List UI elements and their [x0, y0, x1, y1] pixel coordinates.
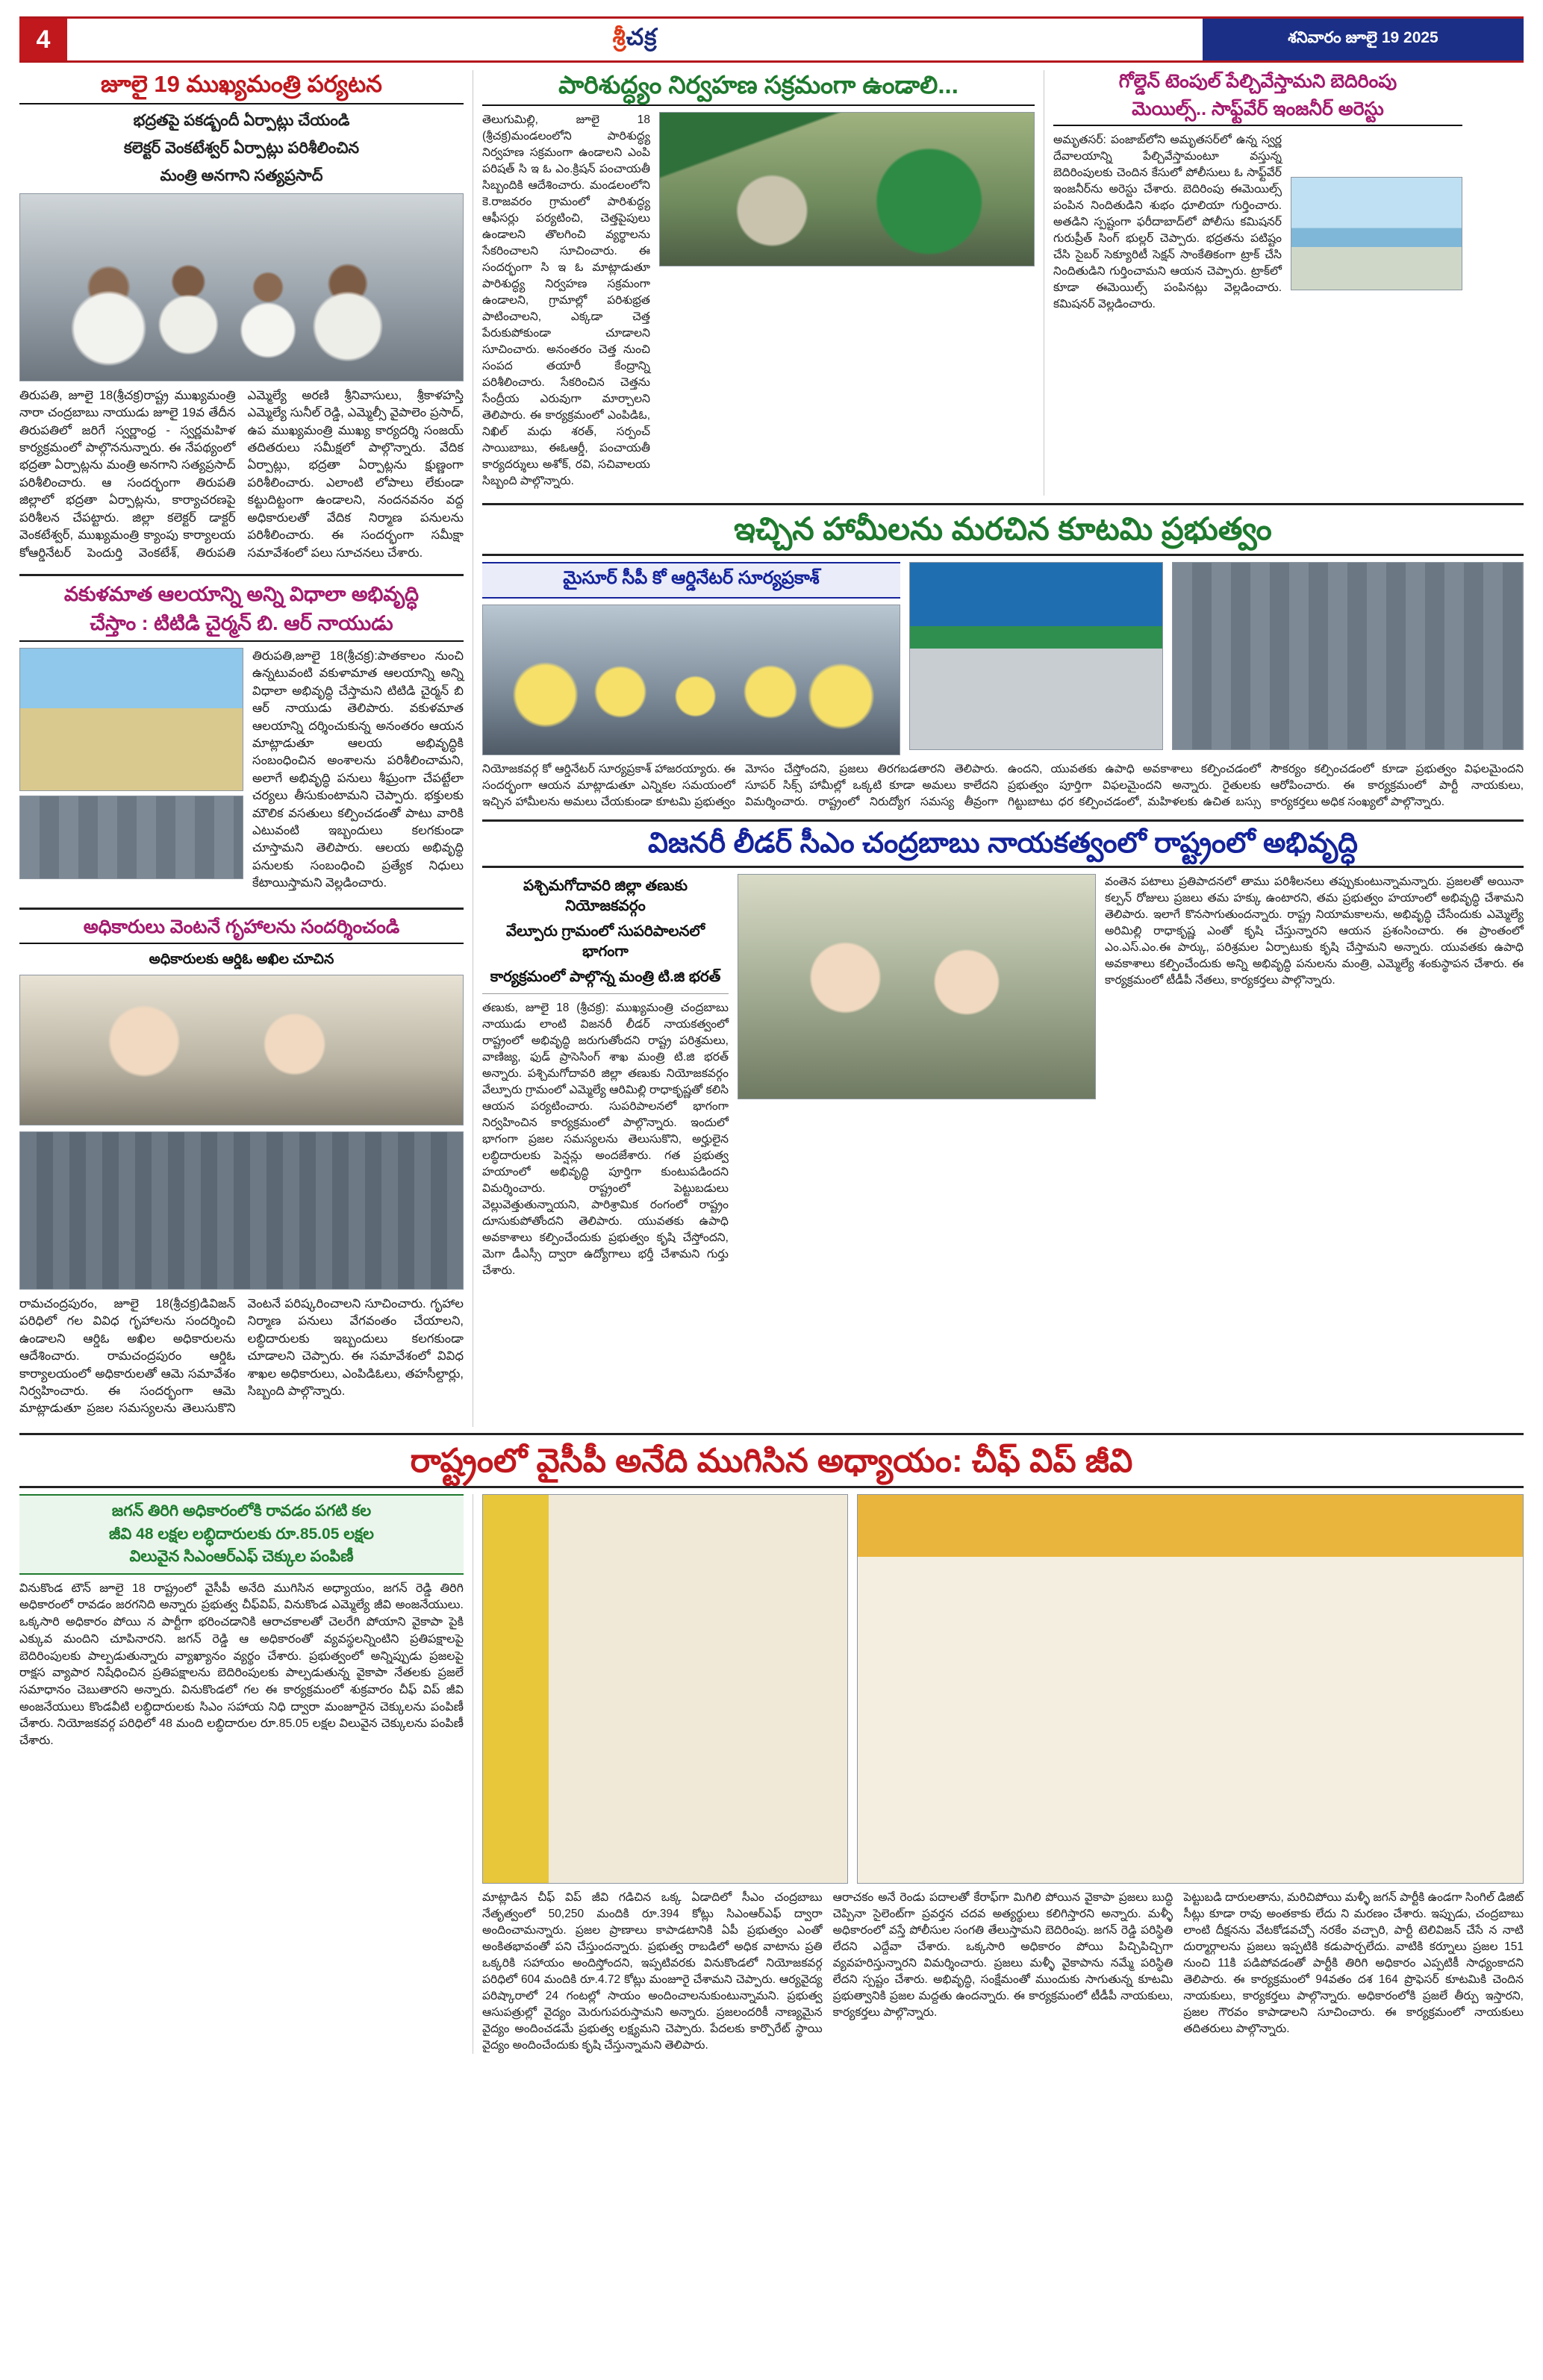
- rally-kicker: మైసూర్ సీపీ కో ఆర్డినేటర్ సూర్యప్రకాశ్: [563, 567, 820, 588]
- top-row: [482, 70, 1524, 496]
- divider: [19, 574, 464, 576]
- bottom-bodies-wrap: [482, 1890, 1524, 2054]
- rally-top-row: [482, 562, 1524, 755]
- right-area: [482, 70, 1524, 1427]
- article-rally: [482, 562, 1524, 812]
- minister-content-row: [482, 874, 1524, 1285]
- rdo-body-wrap: [19, 1296, 464, 1418]
- divider: [19, 1433, 1524, 1435]
- rally-kicker-bar: [482, 562, 900, 599]
- bottom-body-col3: ఆరాచకం అనే రెండు పదాలతో కేరాఫ్‌గా మిగిలి పోయిన వైకాపా ప్రజలు బుద్ధి చెప్పినా సైలెంట్‌గా ప్రవర్తన చదవ అత్యర్థులు కలిగిస్తారని అన్నారు. మళ్ళీ అధికారంలో వస్తే పోలీసుల సంగతి తేలుస్తామని బెదిరింపు. జగన్ రెడ్డి పరిస్థితి లేదని ఎద్దేవా చేశారు. ఒక్కసారి అధికారం పోయి పిచ్చిపిచ్చిగా వ్యవహరిస్తున్నారని విమర్శించారు. ప్రజలు మళ్ళీ వైకాపాను నమ్మే పరిస్థితి లేదని స్పష్టం చేశారు. అభివృద్ధి, సంక్షేమంతో ముందుకు సాగుతున్న కూటమి ప్రభుత్వానికి ప్రజల మద్దతు ఉందన్నారు. ఈ కార్యక్రమంలో టీడీపీ నాయకులు, కార్యకర్తలు పాల్గొన్నారు.: [832, 1891, 1173, 2020]
- divider: [482, 993, 729, 994]
- golden-temple-body: అమృతసర్: పంజాబ్‌లోని అమృతసర్‌లో ఉన్న స్వర్ణ దేవాలయాన్ని పేల్చివేస్తామంటూ వస్తున్న బెదిరింపులకు చెందిన కేసులో పోలీసులు ఓ సాఫ్ట్‌వేర్ ఇంజనీర్‌ను అరెస్టు చేశారు. బెదిరింపు ఈమెయిల్స్ పంపిన నిందితుడిని శుభం ధూలియా గుర్తించారు. అతడిని స్పష్టంగా ఫరీదాబాద్‌లో పోలీసు కమిషనర్ గురుప్రీత్ సింగ్ భుల్లర్ చెప్పారు. భద్రతను పటిష్టం చేసి సైబర్ సెక్యూరిటీ సెక్షన్ సాంకేతికంగా ట్రాక్ చేసి నిందితుడిని గుర్తించామని ఆయన చెప్పారు. ట్రాక్‌లో కూడా ఈమెయిల్స్ పంపినట్లు వెల్లడించారు. కమిషనర్ వెల్లడించారు.: [1053, 134, 1282, 310]
- top-section: [19, 70, 1524, 1427]
- bottom-left-col: [19, 1494, 464, 2054]
- ttd-content-row: [19, 648, 464, 899]
- masthead: [19, 16, 1524, 63]
- minister-kicker-3: కార్యక్రమంలో పాల్గొన్న మంత్రి టి.జి భరత్: [490, 969, 721, 986]
- golden-temple-headline-2: మెయిల్స్.. సాఫ్ట్‌వేర్ ఇంజనీర్ అరెస్టు: [1132, 98, 1384, 119]
- cm-visit-subhead-1: భద్రతపై పకడ్బందీ ఏర్పాట్లు చేయండి: [133, 111, 350, 129]
- logo-chakra-text: చక్ర: [626, 23, 658, 50]
- article-rdo-houses: [19, 916, 464, 1418]
- highlight-line-1: జగన్ తిరిగి అధికారంలోకి రావడం పగటి కల: [111, 1502, 372, 1520]
- meeting-hall-photo: [1172, 562, 1524, 750]
- protest-rally-photo: [482, 605, 900, 755]
- rdo-kicker: అధికారులకు ఆర్డిఓ అఖిల చూచిన: [149, 952, 334, 968]
- article-cm-visit: [19, 70, 464, 565]
- banner-visionary: [482, 819, 1524, 869]
- divider: [19, 640, 464, 642]
- rally-body-wrap: [482, 761, 1524, 812]
- minister-kicker-2: వేల్పూరు గ్రామంలో సుపరిపాలనలో భాగంగా: [505, 923, 705, 961]
- banner-visionary-text: విజనరీ లీడర్ సీఎం చంద్రబాబు నాయకత్వంలో రాష్ట్రంలో అభివృద్ధి: [648, 827, 1358, 859]
- newspaper-logo: [613, 24, 658, 56]
- golden-temple-headline-1: గోల్డెన్ టెంపుల్ పేల్చివేస్తామని బెదిరింపు: [1118, 71, 1397, 92]
- ttd-headline-1: వకుళమాత ఆలయాన్ని అన్ని విధాలా అభివృద్ధి: [63, 582, 420, 605]
- highlight-line-3: విలువైన సిఎంఆర్ఎఫ్ చెక్కుల పంపిణీ: [129, 1548, 354, 1566]
- divider: [19, 1486, 1524, 1488]
- highlight-line-2: జీవి 48 లక్షల లబ్ధిదారులకు రూ.85.05 లక్షల: [109, 1525, 374, 1543]
- divider: [482, 503, 1524, 505]
- banner-ysrcp-text: రాష్ట్రంలో వైసీపీ అనేది ముగిసిన అధ్యాయం: చీఫ్ విప్ జీవి: [410, 1442, 1133, 1479]
- cheque-distribution-photo: [857, 1494, 1524, 1884]
- tdp-leaders-photo: [482, 1494, 848, 1884]
- rdo-office-photo: [19, 975, 464, 1125]
- ysrcp-stage-photo: [909, 562, 1163, 750]
- article-ttd-temple: [19, 582, 464, 899]
- bottom-body-col4: పెట్టుబడి దారులతాను, మరిచిపోయి మళ్ళీ జగన్ పార్టీకి ఉండగా సింగిల్ డిజిట్ సీట్లు కూడా రావు అంతకాకు లేదు ని మరణం చేశారు. ఇప్పుడు, చంద్రబాబు లాంటి దీక్షనను వేటకోడవచ్చో నరకేం వచ్చారి, పార్టీ టెలివిజన్ చేసే న నాటి దుర్మార్గాలను ప్రజలు ఇప్పటికి కడుపార్చలేదు. వాటికి కర్నూలు ప్రజల 151 నుంచి 11కి పడిపోవడంతో పార్టీకి తిరిగి అధికారం ఎప్పటికీ సాధ్యంకాదని తెలిపారు. ఈ కార్యక్రమంలో 94వతం దశ 164 ప్రొఫెసర్ కూటమికి చెందిన నాయకులు, కార్యకర్తలు పాల్గొన్నారు. అధికారంలోకి ప్రజలే తీర్పు ఇస్తారని, ప్రజల గౌరవం కాపాడాలని సూచించారు. ఈ కార్యక్రమంలో నాయకులు తదితరులు పాల్గొన్నారు.: [1183, 1891, 1524, 2036]
- rdo-body: రామచంద్రపురం, జూలై 18(శ్రీచక్ర)డివిజన్ పరిధిలో గల వివిధ గృహాలను సందర్శించి ఉండాలని ఆర్డిఓ అఖిల అధికారులను ఆదేశించారు. రామచంద్రపురం ఆర్డిఓ కార్యాలయంలో అధికారులతో ఆమె సమావేశం నిర్వహించారు. ఈ సందర్భంగా ఆమె మాట్లాడుతూ ప్రజల సమస్యలను తెలుసుకొని వెంటనే పరిష్కరించాలని సూచించారు. గృహాల నిర్మాణ పనులు వేగవంతం చేయాలని, లబ్ధిదారులకు ఇబ్బందులు కలగకుండా చూడాలని చెప్పారు. ఈ సమావేశంలో వివిధ శాఖల అధికారులు, ఎంపిడిఓలు, తహసీల్దార్లు, సిబ్బంది పాల్గొన్నారు.: [19, 1296, 464, 1416]
- divider: [1053, 125, 1462, 126]
- page-number: 4: [19, 19, 67, 60]
- cm-visit-body-wrap: [19, 387, 464, 565]
- article-golden-temple: [1053, 70, 1462, 496]
- sanitation-drive-photo: [659, 112, 1035, 266]
- bottom-body-col1: వినుకొండ టౌన్ జూలై 18 రాష్ట్రంలో వైసీపీ అనేది ముగిసిన అధ్యాయం, జగన్ రెడ్డి తిరిగి అధికారంలో రావడం జరగనిది అన్నారు ప్రభుత్వ చీఫ్‌విప్, వినుకొండ ఎమ్మెల్యే జీవి అంజనేయులు. ఒక్కసారి అధికారం పోయి న పార్టీగా భరించడానికి ఆరాచకాలతో చెలరేగి పోయాని వైకాపా పైకి ఎక్కువ మందిని చూపినారని. జగన్ రెడ్డి ఆ అధికారంతో వ్యవస్థలన్నింటిని ప్రతిపక్షాలపై బెదిరింపులకు పాల్పడుతున్నారు వ్యాఖ్యానం వ్యర్థం చేశారు. ప్రభుత్వంలో అన్నిప్పుడు ప్రజలపై రాక్షస వ్యాపార నిషేధించిన ప్రతిపక్షాలను బెదిరింపులకు పాల్పడుతున్న వైకాపా నేతలకు ప్రజలే సమాధానం చెబుతారని అన్నారు. వినుకొండలో గల ఈ కార్యక్రమంలో శుక్రవారం చీఫ్ విప్ జీవి అంజనేయులు కొండవీటి లబ్ధిదారులకు సిఎం సహాయ నిధి ద్వారా మంజూరైన చెక్కులను పంపిణీ చేశారు. నియోజకవర్గ పరిధిలో 48 మంది లబ్ధిదారుల రూ.85.05 లక్షల విలువైన చెక్కులను పంపిణీ చేశారు.: [19, 1581, 464, 1748]
- golden-temple-photo: [1291, 177, 1462, 290]
- officials-meeting-photo: [19, 1131, 464, 1290]
- sanitation-headline: పారిశుద్ధ్యం నిర్వహణ సక్రమంగా ఉండాలి...: [558, 71, 958, 99]
- bottom-photos-row: [482, 1494, 1524, 1884]
- minister-body: తణుకు, జూలై 18 (శ్రీచక్ర): ముఖ్యమంత్రి చంద్రబాబు నాయుడు లాంటి విజనరీ లీడర్ నాయకత్వంలో రాష్ట్రంలో అభివృద్ధి జరుగుతోందని రాష్ట్ర పరిశ్రమలు, వాణిజ్య, ఫుడ్ ప్రాసెసింగ్ శాఖ మంత్రి టి.జి భరత్ అన్నారు. పశ్చిమగోదావరి జిల్లా తణుకు నియోజకవర్గం వేల్పూరు గ్రామంలో ఎమ్మెల్యే ఆరిమిల్లి రాధాకృష్ణతో కలిసి ఆయన పర్యటించారు. సుపరిపాలనలో భాగంగా నిర్వహించిన కార్యక్రమంలో పాల్గొన్నారు. ఇందులో భాగంగా ప్రజల సమస్యలను తెలుసుకొని, అర్హులైన లబ్ధిదారులకు పెన్షన్లు అందజేశారు. గత ప్రభుత్వ హయాంలో అభివృద్ధి పూర్తిగా కుంటుపడిందని విమర్శించారు. రాష్ట్రంలో పెట్టుబడులు వెల్లువెత్తుతున్నాయని, పారిశ్రామిక రంగంలో రాష్ట్రం దూసుకుపోతోందని తెలిపారు. యువతకు ఉపాధి అవకాశాలు కల్పించేందుకు ప్రభుత్వం కృషి చేస్తోందని, మెగా డీఎస్సీ ద్వారా ఉద్యోగాలు భర్తీ చేశామని గుర్తు చేశారు.: [482, 1002, 729, 1278]
- divider: [19, 943, 464, 944]
- temple-crowd-photo: [19, 796, 243, 879]
- ttd-headline-2: చేస్తాం : టిటిడి చైర్మన్ బి. ఆర్ నాయుడు: [90, 611, 393, 634]
- divider: [482, 104, 1035, 106]
- bottom-row: [19, 1494, 1524, 2054]
- banner-promises: [482, 503, 1524, 555]
- bottom-section: [19, 1433, 1524, 2055]
- masthead-date: శనివారం జూలై 19 2025: [1203, 19, 1524, 60]
- banner-promises-text: ఇచ్చిన హామీలను మరచిన కూటమి ప్రభుత్వం: [734, 511, 1272, 547]
- ttd-body: తిరుపతి,జూలై 18(శ్రీచక్ర):పాతకాలం నుంచి ఉన్నటువంటి వకుళామాత ఆలయాన్ని అన్ని విధాలా అభివృద్ధి చేస్తామని టిటిడి చైర్మన్ బి ఆర్ నాయుడు తెలిపారు. వకుళమాత ఆలయాన్ని దర్శించుకున్న అనంతరం ఆయన మాట్లాడుతూ ఆలయ అభివృద్ధికి సంబంధించిన అంశాలను పరిశీలించామని, అలాగే అభివృద్ధి పనులు శీఘ్రంగా చేపట్టేలా చర్యలు తీసుకుంటామని చెప్పారు. భక్తులకు మౌలిక వసతులు కల్పించడంతో పాటు వారికి ఎటువంటి ఇబ్బందులు కలగకుండా చూస్తామని తెలిపారు. ఆలయ అభివృద్ధి పనులకు సంబంధించి ప్రత్యేక నిధులు కేటాయిస్తామని వెల్లడించారు.: [252, 649, 464, 890]
- masthead-logo-area: [67, 19, 1203, 60]
- bottom-right-col: [482, 1494, 1524, 2054]
- cm-visit-subhead-2: కలెక్టర్ వెంకటేశ్వర్ ఏర్పాట్లు పరిశీలించిన: [123, 139, 360, 157]
- divider: [19, 908, 464, 910]
- cm-visit-body: తిరుపతి, జూలై 18(శ్రీచక్ర)రాష్ట్ర ముఖ్యమంత్రి నారా చంద్రబాబు నాయుడు జూలై 19వ తేదీన తిరుపతిలో జరిగే స్వర్ణాంధ్ర - స్వర్ణమహిళ కార్యక్రమంలో పాల్గొననున్నారు. ఈ నేపథ్యంలో భద్రతా ఏర్పాట్లను మంత్రి అనగాని సత్యప్రసాద్ పరిశీలించారు. ఆ సందర్భంగా తిరుపతి జిల్లాలో భద్రతా ఏర్పాట్లను, కార్యాచరణపై పరిశీలన చేపట్టారు. జిల్లా కలెక్టర్ డాక్టర్ వెంకటేశ్వర్, ముఖ్యమంత్రి క్యాంపు కార్యాలయ కోఆర్డినేటర్ పెందుర్తి వెంకటేశ్, తిరుపతి ఎమ్మెల్యే అరణి శ్రీనివాసులు, శ్రీకాళహస్తి ఎమ్మెల్యే సునీల్ రెడ్డి, ఎమ్మెల్సీ వైపాలెం ప్రసాద్, ఉప ముఖ్యమంత్రి ముఖ్య కార్యదర్శి సంజయ్ తదితరులు సమీక్షలో పాల్గొన్నారు. వేదిక ఏర్పాట్లు, భద్రతా ఏర్పాట్లను క్షుణ్ణంగా పరిశీలించారు. ఎలాంటి లోపాలు లేకుండా కట్టుదిట్టంగా ఉండాలని, నందనవనం వద్ద అధికారులతో వేదిక నిర్మాణ పనులను పరిశీలించారు. ఈ సందర్భంగా సమీక్షా సమావేశంలో పలు సూచనలు చేశారు.: [19, 388, 464, 560]
- minister-handover-photo: [738, 874, 1096, 1099]
- divider: [482, 866, 1524, 868]
- divider: [19, 103, 464, 104]
- article-sanitation: [482, 70, 1035, 496]
- rdo-headline: అధికారులు వెంటనే గృహాలను సందర్శించండి: [83, 916, 400, 937]
- left-column: [19, 70, 464, 1427]
- golden-temple-content-row: [1053, 132, 1462, 319]
- minister-kicker-1: పశ్చిమగోదావరి జిల్లా తణుకు నియోజకవర్గం: [523, 878, 688, 915]
- cm-visit-review-photo: [19, 193, 464, 381]
- bottom-body-col2: మాట్లాడిన చీఫ్ విప్ జీవి గడిచిన ఒక్క ఏడాదిలో సీఎం చంద్రబాబు నేతృత్వంలో 50,250 మందికి రూ.394 కోట్లు సిఎంఆర్ఎఫ్ ద్వారా అందించామన్నారు. ప్రజల ప్రాణాలు కాపాడటానికి ఏపీ ప్రభుత్వం ఎంతో అంకితభావంతో పని చేస్తుందన్నారు. ప్రభుత్వ రాబడిలో అధిక వాటాను ప్రతి ఒక్కరికి సహాయం అందిస్తోందని, ఇప్పటివరకు వినుకొండలో నియోజకవర్గ పరిధిలో 604 మందికి రూ.4.72 కోట్లు మంజూరై చేశామని చెప్పారు. ఆర్యవైద్య పరిష్కారాలో 24 గంటల్లో సాయం అందించాలనుకుంటున్నామని. ప్రభుత్వ ఆసుపత్రుల్లో వైద్యం మెరుగుపరుస్తామని అన్నారు. ప్రజలందరికీ నాణ్యమైన వైద్యం అందించడమే ప్రభుత్వ లక్ష్యమని చెప్పారు. పేదలకు కార్పొరేట్ స్థాయి వైద్యం అందించేందుకు కృషి చేస్తున్నామని తెలిపారు.: [482, 1891, 823, 2052]
- logo-sri-text: శ్రీ: [612, 23, 626, 50]
- divider: [482, 554, 1524, 556]
- article-minister-bharat: [482, 874, 1524, 1285]
- minister-body-continued: వంతెన పటాలు ప్రతిపాదనలో తాము పరిశీలనలు తప్పుకుంటున్నామన్నారు. ప్రజలతో అయినా కల్పన్ రోజులు ప్రజలు తమ హక్కు ఉంటారని, తమ ప్రభుత్వం హయాంలో అభివృద్ధి చేశామని తెలిపారు. ఇలాగే కొనసాగుతుందన్నారు. రాష్ట్ర నియామకాలను, అభివృద్ధి చేసేందుకు ఎమ్మెల్యే అరిమిల్లి రాధాకృష్ణ ఎంతో కృషి చేస్తున్నారని ఆయన ప్రశంసించారు. ఈ ప్రాంతంలో ఎం.ఎస్.ఎం.ఈ పార్కు, పరిశ్రమల ఏర్పాటుకు కృషి చేస్తామని అన్నారు. యువతకు ఉపాధి అవకాశాలు కల్పించేందుకు అన్ని అభివృద్ధి పనులను మంత్రి, ఎమ్మెల్యే శంకుస్థాపన చేశారు. ఈ కార్యక్రమంలో టీడీపీ నేతలు, కార్యకర్తలు పాల్గొన్నారు.: [1105, 875, 1524, 987]
- cm-visit-headline: జూలై 19 ముఖ్యమంత్రి పర్యటన: [101, 71, 382, 97]
- divider: [482, 819, 1524, 822]
- sanitation-content-row: [482, 112, 1035, 496]
- cm-visit-subhead-3: మంత్రి అనగాని సత్యప్రసాద్: [160, 166, 323, 184]
- temple-photo: [19, 648, 243, 791]
- sanitation-body: తెలుగుమిల్లి, జూలై 18 (శ్రీచక్ర)మండలంలోని పారిశుద్ధ్య నిర్వహణ సక్రమంగా ఉండాలని ఎంపి పరిషత్ సి ఇ ఓ ఎం.క్రిషన్ పంచాయతీ సిబ్బందికి ఆదేశించారు. మండలంలోని కె.రాజవరం గ్రామంలో పారిశుద్ధ్య ఆఫీసర్లు పర్యటించి, చెత్తపైపులు ఉండాలని తొలగించి వ్యర్థాలను సేకరించాలని సూచించారు. ఈ సందర్భంగా సి ఇ ఓ మాట్లాడుతూ పారిశుద్ధ్య నిర్వహణ సక్రమంగా ఉండాలని, గ్రామాల్లో పరిశుభ్రత పాటించాలని, ఎక్కడా చెత్త పేరుకుపోకుండా చూడాలని సూచించారు. అనంతరం చెత్త నుంచి సంపద తయారీ కేంద్రాన్ని పరిశీలించారు. సేకరించిన చెత్తను సేంద్రీయ ఎరువుగా మార్చాలని తెలిపారు. ఈ కార్యక్రమంలో ఎంపిడిఓ, నిఖిల్ మధు శరత్, సర్పంచ్ సాయిబాబు, ఈఓఆర్డీ, పంచాయతీ కార్యదర్శులు అశోక్, రవి, సచివాలయ సిబ్బంది పాల్గొన్నారు.: [482, 113, 650, 488]
- highlight-box: [19, 1494, 464, 1574]
- banner-ysrcp: [19, 1443, 1524, 1481]
- rally-body: నియోజకవర్గ కో ఆర్డినేటర్ సూర్యప్రకాశ్ హాజరయ్యారు. ఈ సందర్భంగా ఆయన మాట్లాడుతూ ఎన్నికల సమయంలో ఇచ్చిన హామీలను అమలు చేయకుండా కూటమి ప్రభుత్వం మోసం చేస్తోందని, ప్రజలు తిరగబడతారని తెలిపారు. సూపర్ సిక్స్ హామీల్లో ఒక్కటి కూడా అమలు కాలేదని విమర్శించారు. రాష్ట్రంలో నిరుద్యోగ సమస్య తీవ్రంగా ఉందని, యువతకు ఉపాధి అవకాశాలు కల్పించడంలో ప్రభుత్వం పూర్తిగా విఫలమైందని అన్నారు. రైతులకు గిట్టుబాటు ధర కల్పించడంలో, మహిళలకు ఉచిత బస్సు సౌకర్యం కల్పించడంలో కూడా ప్రభుత్వం విఫలమైందని ఆరోపించారు. ఈ కార్యక్రమంలో పార్టీ నాయకులు, కార్యకర్తలు అధిక సంఖ్యలో పాల్గొన్నారు.: [482, 762, 1524, 808]
